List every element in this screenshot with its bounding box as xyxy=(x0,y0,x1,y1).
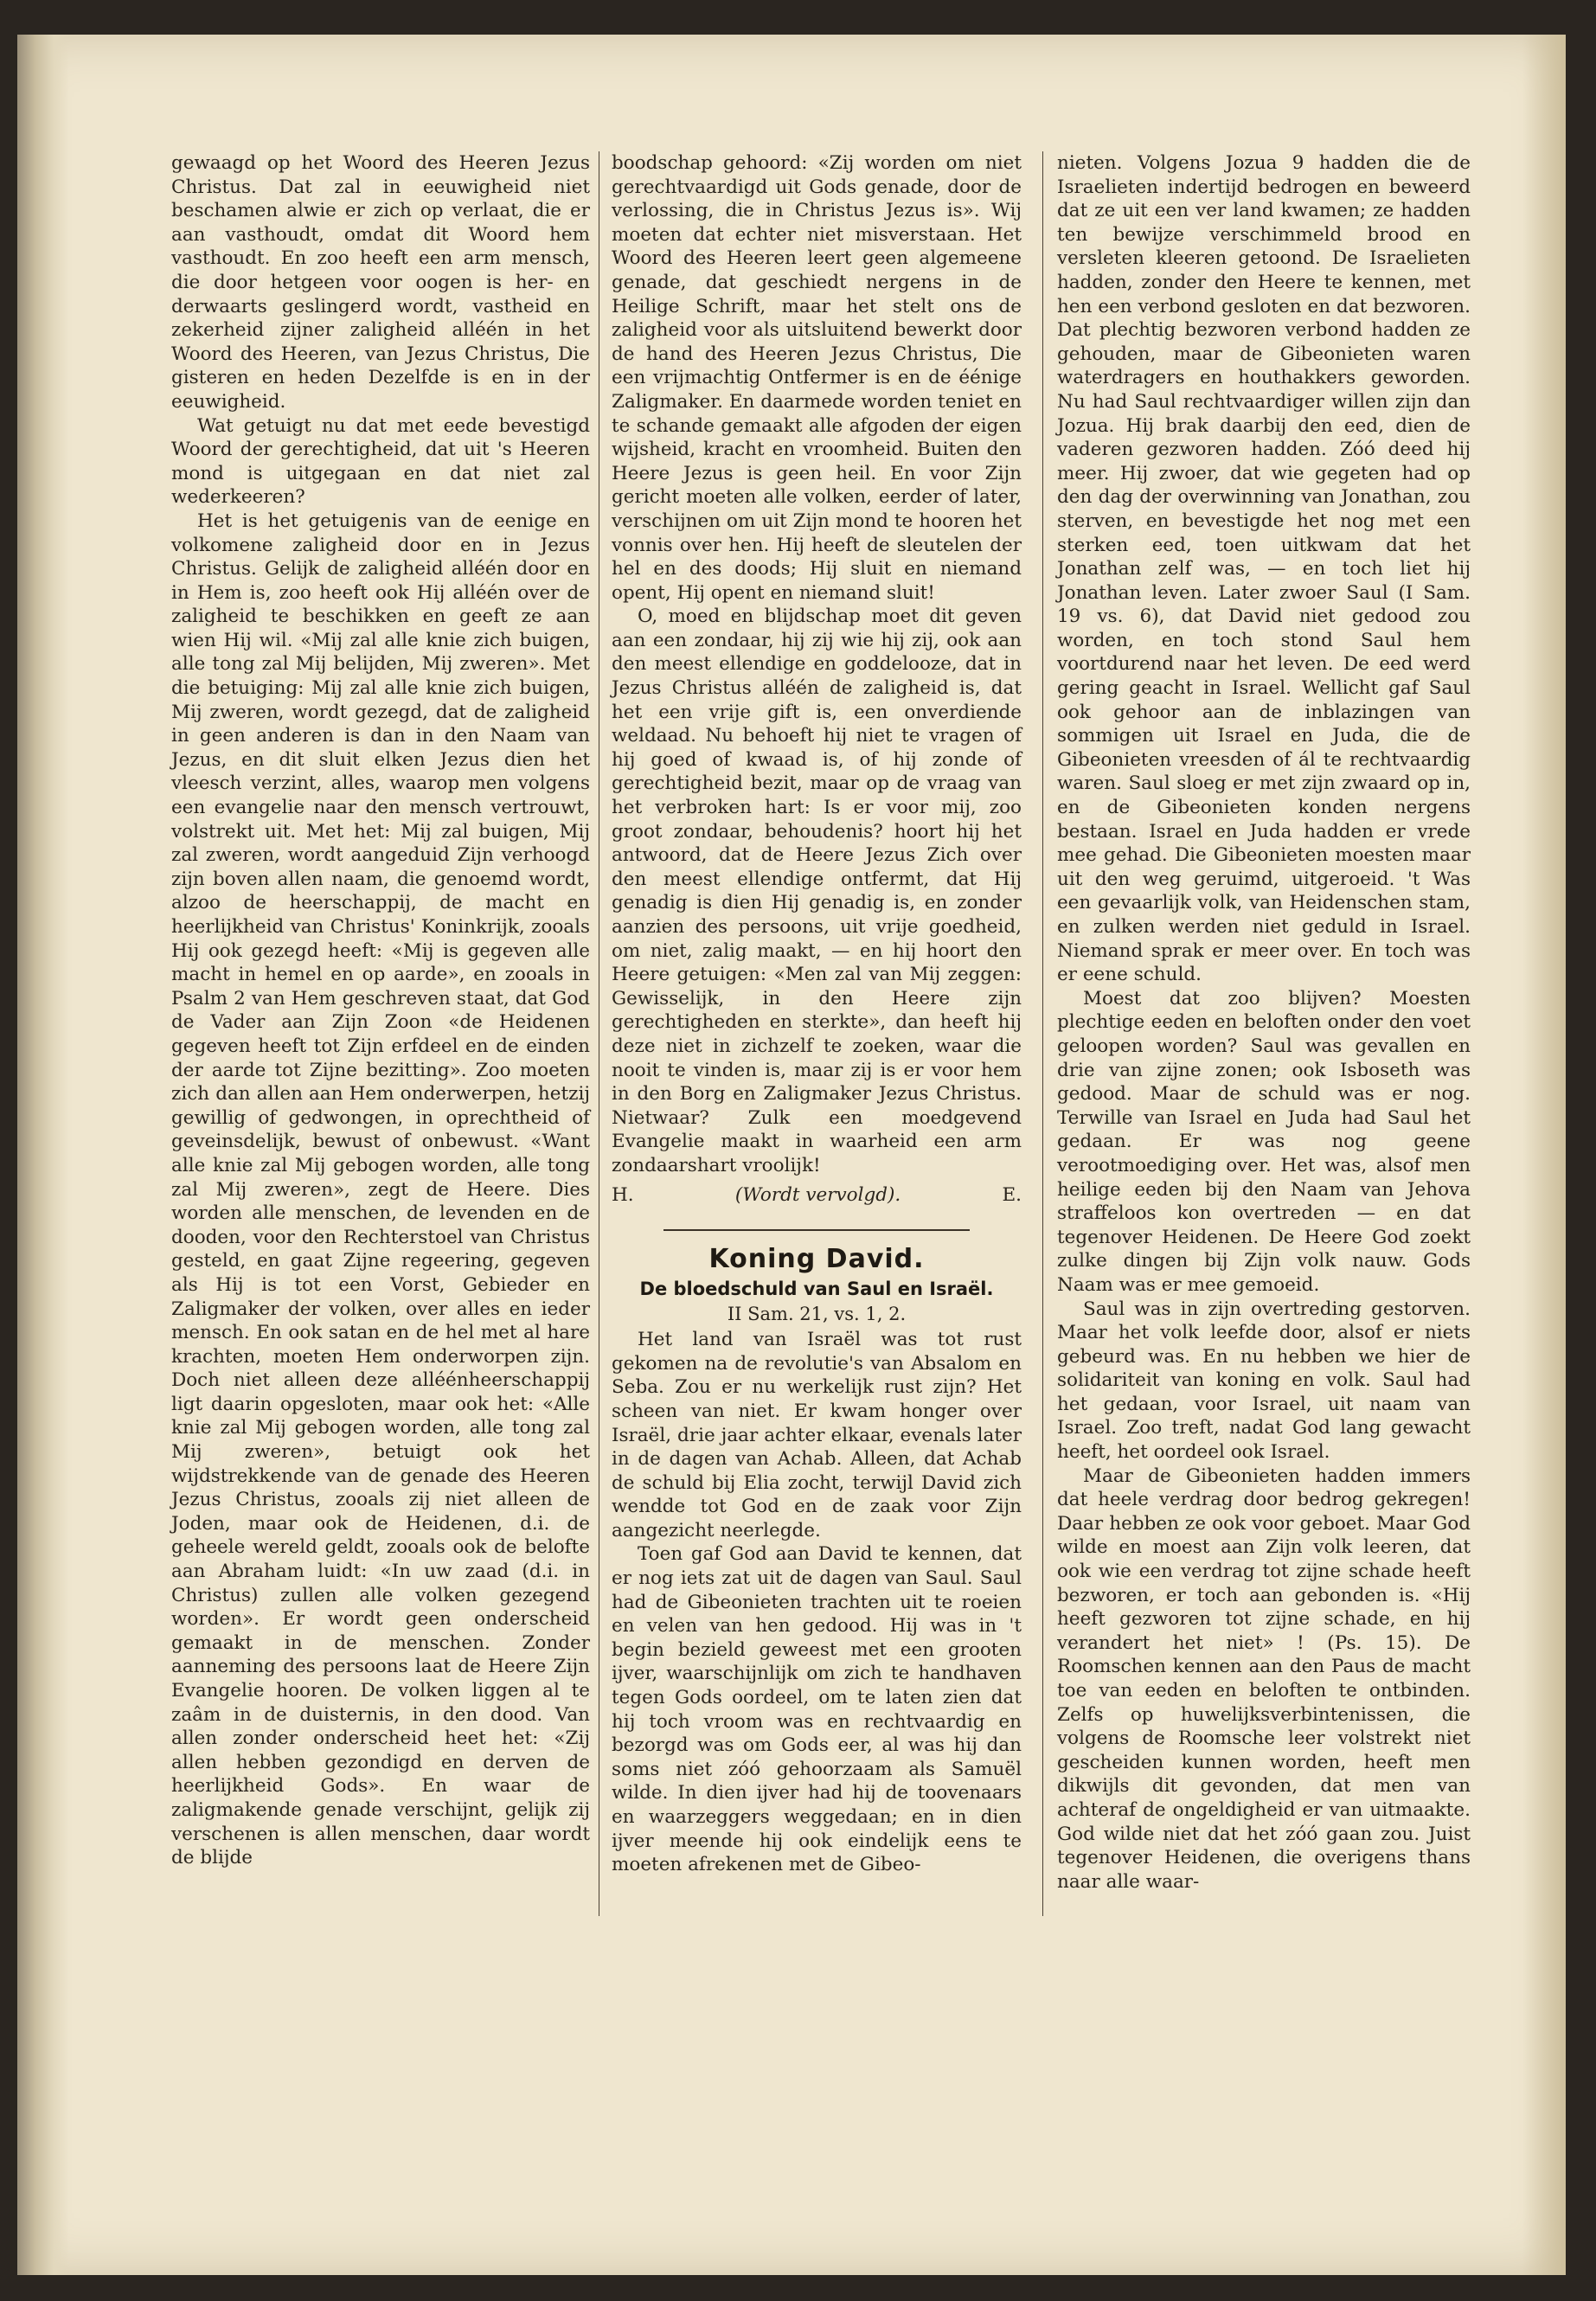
article-signature xyxy=(612,1183,1022,1208)
article-title: Koning David. xyxy=(708,1244,925,1275)
col2-paragraph-4: Toen gaf God aan David te kennen, dat er nog iets zat uit de dagen van Saul. Saul had de Gibeonieten trachten uit te roeien en velen van hen gedood. Hij was in 't begin bezield geweest met een grooten ijver, waarschijnlijk om zich te handhaven tegen Gods oordeel, om te laten zien dat hij toch vroom was en rechtvaardig en bezorgd was om Gods eer, al was hij dan soms niet zóó gehoorzaam als Samuël wilde. In dien ijver had hij de toovenaars en waarzeggers weggedaan; en in dien ijver meende hij ook eindelijk eens te moeten afrekenen met de Gibeo- xyxy=(612,1543,1022,1876)
col3-paragraph-3: Saul was in zijn overtreding gestorven. Maar het volk leefde door, alsof er niets gebeurd was. En nu hebben we hier de solidariteit van koning en volk. Saul had het gedaan, voor Israel, uit naam van Israel. Zoo treft, nadat God lang gewacht heeft, het oordeel ook Israel. xyxy=(1057,1298,1471,1464)
col3-paragraph-2: Moest dat zoo blijven? Moesten plechtige eeden en beloften onder den voet geloopen worden? Saul was gevallen en drie van zijne zonen; ook Isboseth was gedood. Maar de schuld was er nog. Terwille van Israel en Juda had Saul het gedaan. Er was nog geene verootmoediging over. Het was, alsof men heilige eeden bij den Naam van Jehova straffeloos kon overtreden — en dat tegenover Heidenen. De Heere God zoekt zulke dingen bij Zijn volk nauw. Gods Naam was er mee gemoeid. xyxy=(1057,987,1471,1296)
article-subtitle: De bloedschuld van Saul en Israël. xyxy=(639,1279,994,1300)
col2-paragraph-3: Het land van Israël was tot rust gekomen na de revolutie's van Absalom en Seba. Zou er nu werkelijk rust zijn? Het scheen van niet. Er kwam honger over Israël, drie jaar achter elkaar, evenals later in de dagen van Achab. Alleen, dat Achab de schuld bij Elia zocht, terwijl David zich wendde tot God en de zaak voor Zijn aangezicht neerlegde. xyxy=(612,1329,1022,1541)
col2-paragraph-1: boodschap gehoord: «Zij worden om niet gerechtvaardigd uit Gods genade, door de verlossing, die in Christus Jezus is». Wij moeten dat echter niet misverstaan. Het Woord des Heeren leert geen algemeene genade, dat geschiedt nergens in de Heilige Schrift, maar het stelt ons de zaligheid voor als uitsluitend bewerkt door de hand des Heeren Jezus Christus, Die een vrijmachtig Ontfermer is en de éénige Zaligmaker. En daarmede worden teniet en te schande gemaakt alle afgoden der eigen wijsheid, kracht en vroomheid. Buiten den Heere Jezus is geen heil. En voor Zijn gericht moeten alle volken, eerder of later, verschijnen om uit Zijn mond te hooren het vonnis over hen. Hij heeft de sleutelen der hel en des doods; Hij sluit en niemand opent, Hij opent en niemand sluit! xyxy=(612,152,1022,604)
col1-paragraph-1: gewaagd op het Woord des Heeren Jezus Christus. Dat zal in eeuwigheid niet beschamen alwie er zich op verlaat, die er aan vasthoudt, omdat dit Woord hem vasthoudt. En zoo heeft een arm mensch, die door hetgeen voor oogen is her- en derwaarts geslingerd wordt, vastheid en zekerheid zijner zaligheid alléén in het Woord des Heeren, van Jezus Christus, Die gisteren en heden Dezelfde is en in der eeuwigheid. xyxy=(171,152,590,413)
column-2 xyxy=(612,151,1022,1877)
section-separator xyxy=(663,1229,970,1231)
page-edge-shadow xyxy=(1522,35,1566,2275)
page-binding-shadow xyxy=(17,35,69,2275)
col3-paragraph-1: nieten. Volgens Jozua 9 hadden die de Israelieten indertijd bedrogen en beweerd dat ze uit een ver land kwamen; ze hadden ten bewijze verschimmeld brood en versleten kleeren getoond. De Israelieten hadden, zonder den Heere te kennen, met hen een verbond gesloten en dat bezworen. Dat plechtig bezworen verbond hadden ze gehouden, maar de Gibeonieten waren waterdragers en houthakkers geworden. Nu had Saul rechtvaardiger willen zijn dan Jozua. Hij brak daarbij den eed, dien de vaderen gezworen hadden. Zóó deed hij meer. Hij zwoer, dat wie gegeten had op den dag der overwinning van Jonathan, zou sterven, en bevestigde het nog met een sterken eed, toen uitkwam dat het Jonathan zelf was, — en toch liet hij Jonathan leven. Later zwoer Saul (I Sam. 19 vs. 6), dat David niet gedood zou worden, en toch stond Saul hem voortdurend naar het leven. De eed werd gering geacht in Israel. Wellicht gaf Saul ook gehoor aan de inblazingen van sommigen uit Israel en Juda, die de Gibeonieten vreesden of ál te rechtvaardig waren. Saul sloeg er met zijn zwaard op in, en de Gibeonieten konden nergens bestaan. Israel en Juda hadden er vrede mee gehad. Die Gibeonieten moesten maar uit den weg geruimd, uitgeroeid. 't Was een gevaarlijk volk, van Heidenschen stam, en zulken werden niet geduld in Israel. Niemand sprak er meer over. En toch was er eene schuld. xyxy=(1057,152,1471,986)
col3-paragraph-4: Maar de Gibeonieten hadden immers dat heele verdrag door bedrog gekregen! Daar hebben ze ook voor geboet. Maar God wilde en moest aan Zijn volk leeren, dat ook wie een verdrag tot zijne schade heeft bezworen, er toch aan gebonden is. «Hij heeft gezworen tot zijne schade, en hij verandert het niet» ! (Ps. 15). De Roomschen kennen aan den Paus de macht toe van eeden en beloften te ontbinden. Zelfs op huwelijksverbintenissen, die volgens de Roomsche leer volstrekt niet gescheiden kunnen worden, heeft men dikwijls dit gevonden, dat men van achteraf de ongeldigheid er van uitmaakte. God wilde niet dat het zóó gaan zou. Juist tegenover Heidenen, die overigens thans naar alle waar- xyxy=(1057,1465,1471,1893)
col1-paragraph-3: Het is het getuigenis van de eenige en volkomene zaligheid door en in Jezus Christus. Gelijk de zaligheid alléén door en in Hem is, zoo heeft ook Hij alléén over de zaligheid te beschikken en geeft ze aan wien Hij wil. «Mij zal alle knie zich buigen, alle tong zal Mij belijden, Mij zweren». Met die betuiging: Mij zal alle knie zich buigen, Mij zweren, wordt gezegd, dat de zaligheid in geen anderen is dan in den Naam van Jezus, en dit sluit elken Jezus dien het vleesch verzint, alles, waarop men volgens een evangelie naar den mensch vertrouwt, volstrekt uit. Met het: Mij zal buigen, Mij zal zweren, wordt aangeduid Zijn verhoogd zijn boven allen naam, die genoemd wordt, alzoo de heerschappij, de macht en heerlijkheid van Christus' Koninkrijk, zooals Hij ook gezegd heeft: «Mij is gegeven alle macht in hemel en op aarde», en zooals in Psalm 2 van Hem geschreven staat, dat God de Vader aan Zijn Zoon «de Heidenen gegeven heeft tot Zijn erfdeel en de einden der aarde tot Zijne bezitting». Zoo moeten zich dan allen aan Hem onderwerpen, hetzij gewillig of gedwongen, in oprechtheid of geveinsdelijk, bewust of onbewust. «Want alle knie zal Mij gebogen worden, alle tong zal Mij zweren», zegt de Heere. Dies worden alle menschen, de levenden en de dooden, voor den Rechterstoel van Christus gesteld, en gaat Zijne regeering, gegeven als Hij is tot een Vorst, Gebieder en Zaligmaker der volken, over alles en ieder mensch. En ook satan en de hel met al hare krachten, moeten Hem onderworpen zijn. Doch niet alleen deze alléénheerschappij ligt daarin opgesloten, maar ook het: «Alle knie zal Mij gebogen worden, alle tong zal Mij zweren», betuigt ook het wijdstrekkende van de genade des Heeren Jezus Christus, zooals zij niet alleen de Joden, maar ook de Heidenen, d.i. de geheele wereld geldt, zooals ook de belofte aan Abraham luidt: «In uw zaad (d.i. in Christus) zullen alle volken gezegend worden». Er wordt geen onderscheid gemaakt in de menschen. Zonder aanneming des persoons laat de Heere Zijn Evangelie hooren. De volken liggen al te zaâm in de duisternis, in den dood. Van allen zonder onderscheid heet het: «Zij allen hebben gezondigd en derven de heerlijkheid Gods». En waar de zaligmakende genade verschijnt, gelijk zij verschenen is allen menschen, daar wordt de blijde xyxy=(171,510,590,1869)
column-1 xyxy=(171,151,590,1870)
column-3 xyxy=(1057,151,1471,1894)
scripture-reference: II Sam. 21, vs. 1, 2. xyxy=(727,1304,907,1325)
continued-notice: (Wordt vervolgd). xyxy=(734,1183,901,1206)
col2-paragraph-2: O, moed en blijdschap moet dit geven aan een zondaar, hij zij wie hij zij, ook aan den meest ellendige en goddelooze, dat in Jezus Christus alléén de zaligheid is, dat het een vrije gift is, een onverdiende weldaad. Nu behoeft hij niet te vragen of hij goed of kwaad is, of hij zonde of gerechtigheid bezit, maar op de vraag van het verbroken hart: Is er voor mij, zoo groot zondaar, behoudenis? hoort hij het antwoord, dat de Heere Jezus Zich over den meest ellendige ontfermt, dat Hij genadig is dien Hij genadig is, en zonder aanzien des persoons, uit vrije goedheid, om niet, zalig maakt, — en hij hoort den Heere getuigen: «Men zal van Mij zeggen: Gewisselijk, in den Heere zijn gerechtigheden en sterkte», dan heeft hij deze niet in zichzelf te zoeken, waar die nooit te vinden is, maar zij is er voor hem in den Borg en Zaligmaker Jezus Christus. Nietwaar? Zulk een moedgevend Evangelie maakt in waarheid een arm zondaarshart vroolijk! xyxy=(612,606,1022,1176)
signature-right: E. xyxy=(1002,1183,1022,1206)
signature-left: H. xyxy=(612,1183,634,1206)
col1-paragraph-2: Wat getuigt nu dat met eede bevestigd Woord der gerechtigheid, dat uit 's Heeren mond is uitgegaan en dat niet zal wederkeeren? xyxy=(171,414,590,509)
column-divider-2 xyxy=(1042,151,1043,1916)
